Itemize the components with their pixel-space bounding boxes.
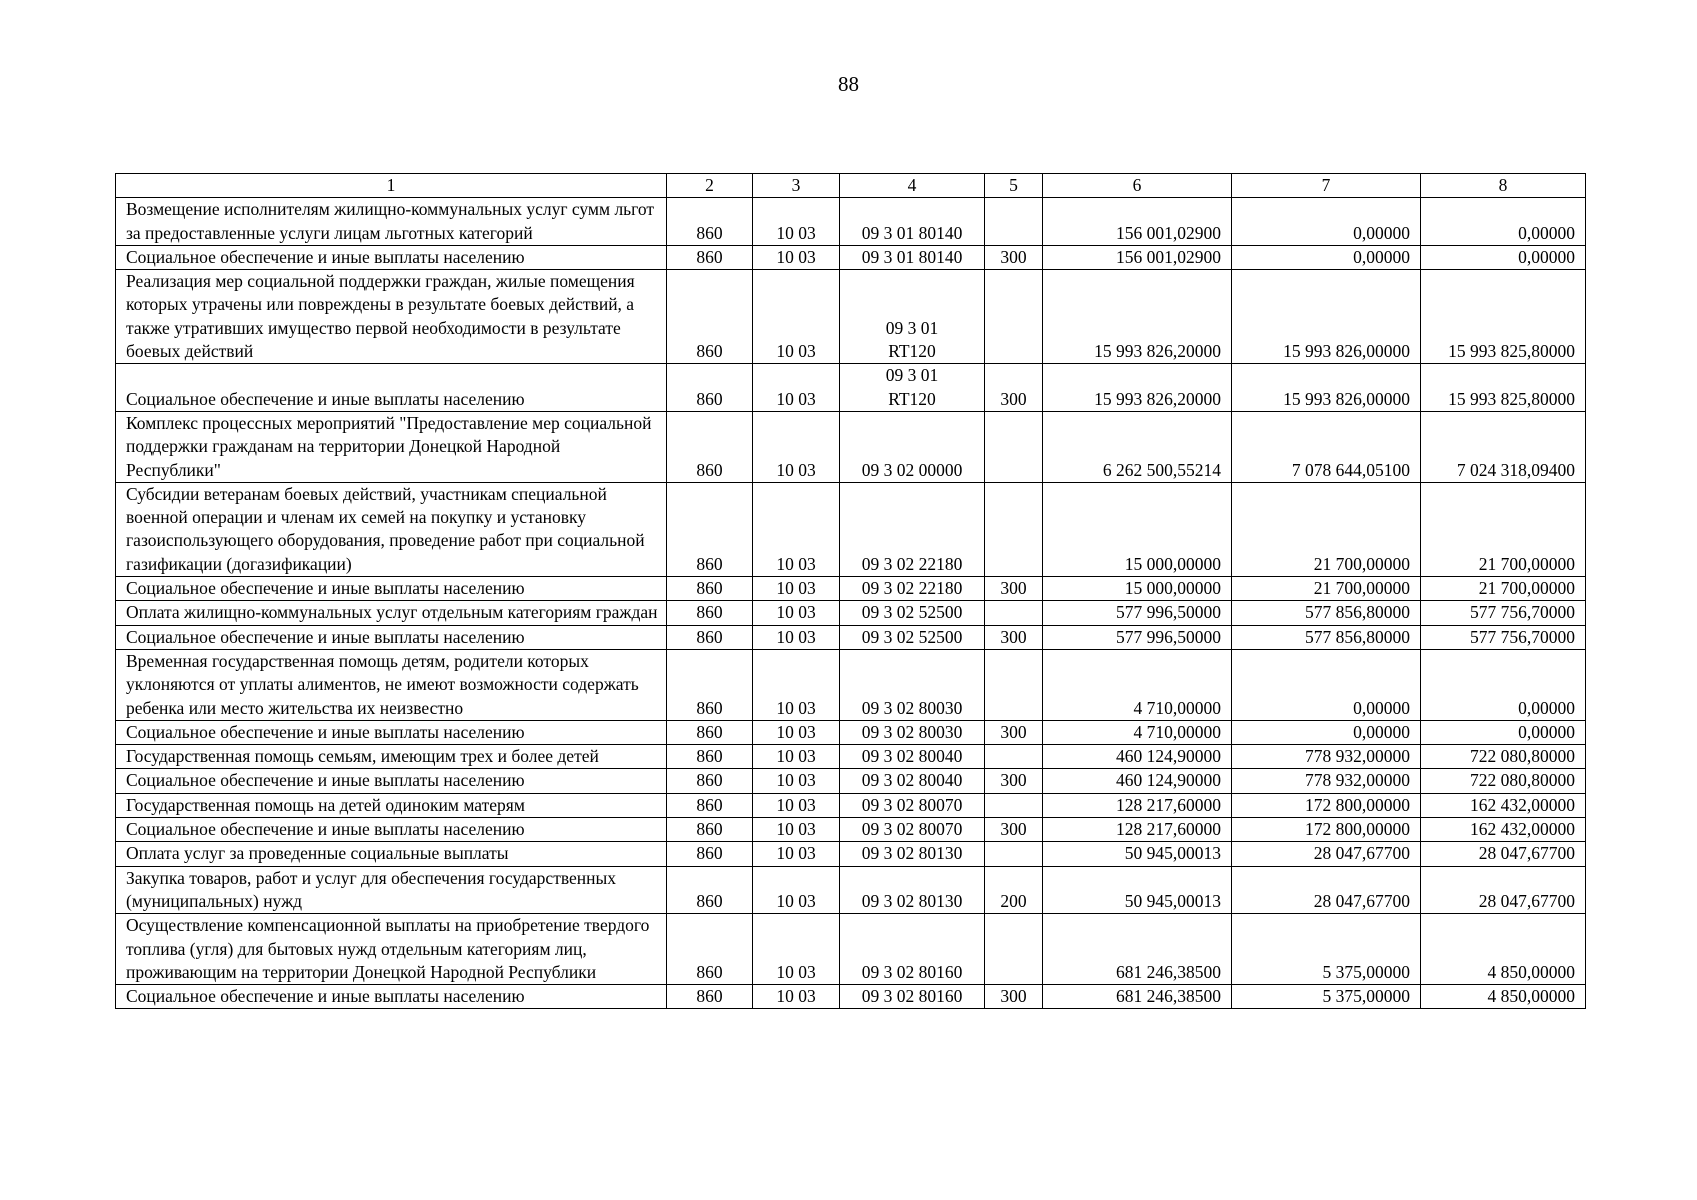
amount-cell-8: 28 047,67700	[1421, 866, 1586, 914]
table-row	[116, 649, 1586, 720]
gr-code-cell: 860	[667, 866, 753, 914]
amount-cell-8: 162 432,00000	[1421, 793, 1586, 817]
header-cell: 3	[753, 174, 840, 198]
table-row	[116, 625, 1586, 649]
amount-cell-6: 6 262 500,55214	[1043, 411, 1232, 482]
amount-cell-6: 50 945,00013	[1043, 866, 1232, 914]
expense-type-cell	[985, 914, 1043, 985]
amount-cell-7: 28 047,67700	[1232, 866, 1421, 914]
table-body	[116, 198, 1586, 1009]
row-name-cell: Социальное обеспечение и иные выплаты населению	[116, 818, 667, 842]
gr-code-cell: 860	[667, 245, 753, 269]
amount-cell-8: 0,00000	[1421, 649, 1586, 720]
gr-code-cell: 860	[667, 914, 753, 985]
gr-code-cell: 860	[667, 198, 753, 246]
row-name-cell: Субсидии ветеранам боевых действий, участникам специальной военной операции и членам их семей на покупку и установку газоиспользующего оборудования, проведение работ при социальной газификации (догазификации)	[116, 482, 667, 576]
amount-cell-8: 28 047,67700	[1421, 842, 1586, 866]
row-name-cell: Социальное обеспечение и иные выплаты населению	[116, 245, 667, 269]
amount-cell-8: 4 850,00000	[1421, 985, 1586, 1009]
table-row	[116, 577, 1586, 601]
amount-cell-6: 577 996,50000	[1043, 625, 1232, 649]
section-code-cell: 10 03	[753, 914, 840, 985]
target-code-cell: 09 3 02 80070	[840, 818, 985, 842]
header-cell: 7	[1232, 174, 1421, 198]
section-code-cell: 10 03	[753, 818, 840, 842]
expense-type-cell	[985, 601, 1043, 625]
gr-code-cell: 860	[667, 482, 753, 576]
section-code-cell: 10 03	[753, 411, 840, 482]
section-code-cell: 10 03	[753, 198, 840, 246]
page-number: 88	[838, 72, 859, 96]
table-row	[116, 482, 1586, 576]
table-row	[116, 245, 1586, 269]
section-code-cell: 10 03	[753, 577, 840, 601]
amount-cell-7: 15 993 826,00000	[1232, 364, 1421, 412]
amount-cell-8: 0,00000	[1421, 245, 1586, 269]
table-row	[116, 720, 1586, 744]
expense-type-cell	[985, 649, 1043, 720]
expense-type-cell	[985, 793, 1043, 817]
target-code-cell: 09 3 01 80140	[840, 245, 985, 269]
table-row	[116, 842, 1586, 866]
expense-type-cell	[985, 198, 1043, 246]
amount-cell-8: 15 993 825,80000	[1421, 270, 1586, 364]
header-cell: 5	[985, 174, 1043, 198]
target-code-cell: 09 3 02 80160	[840, 985, 985, 1009]
expense-type-cell: 200	[985, 866, 1043, 914]
expense-type-cell	[985, 482, 1043, 576]
row-name-cell: Оплата жилищно-коммунальных услуг отдельным категориям граждан	[116, 601, 667, 625]
section-code-cell: 10 03	[753, 245, 840, 269]
budget-table	[115, 173, 1586, 1009]
header-cell: 4	[840, 174, 985, 198]
target-code-cell: 09 3 02 80130	[840, 866, 985, 914]
gr-code-cell: 860	[667, 720, 753, 744]
expense-type-cell	[985, 270, 1043, 364]
target-code-cell: 09 3 02 52500	[840, 601, 985, 625]
gr-code-cell: 860	[667, 649, 753, 720]
section-code-cell: 10 03	[753, 649, 840, 720]
gr-code-cell: 860	[667, 793, 753, 817]
gr-code-cell: 860	[667, 745, 753, 769]
amount-cell-6: 681 246,38500	[1043, 985, 1232, 1009]
row-name-cell: Комплекс процессных мероприятий "Предоставление мер социальной поддержки гражданам на территории Донецкой Народной Республики"	[116, 411, 667, 482]
gr-code-cell: 860	[667, 818, 753, 842]
target-code-cell: 09 3 02 22180	[840, 577, 985, 601]
amount-cell-8: 21 700,00000	[1421, 577, 1586, 601]
amount-cell-7: 0,00000	[1232, 198, 1421, 246]
section-code-cell: 10 03	[753, 482, 840, 576]
amount-cell-6: 128 217,60000	[1043, 818, 1232, 842]
amount-cell-8: 4 850,00000	[1421, 914, 1586, 985]
section-code-cell: 10 03	[753, 985, 840, 1009]
row-name-cell: Социальное обеспечение и иные выплаты населению	[116, 720, 667, 744]
amount-cell-7: 0,00000	[1232, 649, 1421, 720]
row-name-cell: Социальное обеспечение и иные выплаты населению	[116, 364, 667, 412]
target-code-cell: 09 3 02 80070	[840, 793, 985, 817]
section-code-cell: 10 03	[753, 769, 840, 793]
header-cell: 8	[1421, 174, 1586, 198]
amount-cell-7: 15 993 826,00000	[1232, 270, 1421, 364]
amount-cell-6: 460 124,90000	[1043, 769, 1232, 793]
table-row	[116, 985, 1586, 1009]
amount-cell-7: 172 800,00000	[1232, 793, 1421, 817]
amount-cell-6: 156 001,02900	[1043, 245, 1232, 269]
amount-cell-6: 156 001,02900	[1043, 198, 1232, 246]
amount-cell-7: 21 700,00000	[1232, 577, 1421, 601]
section-code-cell: 10 03	[753, 720, 840, 744]
section-code-cell: 10 03	[753, 270, 840, 364]
row-name-cell: Социальное обеспечение и иные выплаты населению	[116, 985, 667, 1009]
gr-code-cell: 860	[667, 411, 753, 482]
gr-code-cell: 860	[667, 842, 753, 866]
amount-cell-7: 5 375,00000	[1232, 914, 1421, 985]
section-code-cell: 10 03	[753, 793, 840, 817]
amount-cell-8: 162 432,00000	[1421, 818, 1586, 842]
amount-cell-7: 7 078 644,05100	[1232, 411, 1421, 482]
amount-cell-7: 778 932,00000	[1232, 745, 1421, 769]
gr-code-cell: 860	[667, 270, 753, 364]
expense-type-cell: 300	[985, 625, 1043, 649]
row-name-cell: Социальное обеспечение и иные выплаты населению	[116, 625, 667, 649]
table-row	[116, 270, 1586, 364]
amount-cell-8: 577 756,70000	[1421, 625, 1586, 649]
target-code-cell: 09 3 02 00000	[840, 411, 985, 482]
table-row	[116, 866, 1586, 914]
target-code-cell: 09 3 02 80040	[840, 745, 985, 769]
amount-cell-8: 0,00000	[1421, 720, 1586, 744]
table-row	[116, 818, 1586, 842]
table-row	[116, 769, 1586, 793]
table-row	[116, 601, 1586, 625]
gr-code-cell: 860	[667, 985, 753, 1009]
table-row	[116, 914, 1586, 985]
expense-type-cell: 300	[985, 245, 1043, 269]
table-row	[116, 793, 1586, 817]
header-cell: 2	[667, 174, 753, 198]
amount-cell-6: 4 710,00000	[1043, 649, 1232, 720]
gr-code-cell: 860	[667, 577, 753, 601]
target-code-cell: 09 3 02 80160	[840, 914, 985, 985]
amount-cell-8: 15 993 825,80000	[1421, 364, 1586, 412]
amount-cell-7: 0,00000	[1232, 720, 1421, 744]
amount-cell-6: 577 996,50000	[1043, 601, 1232, 625]
target-code-cell: 09 3 02 22180	[840, 482, 985, 576]
amount-cell-7: 28 047,67700	[1232, 842, 1421, 866]
target-code-cell: 09 3 02 52500	[840, 625, 985, 649]
gr-code-cell: 860	[667, 769, 753, 793]
amount-cell-8: 722 080,80000	[1421, 745, 1586, 769]
expense-type-cell: 300	[985, 577, 1043, 601]
table-row	[116, 198, 1586, 246]
expense-type-cell: 300	[985, 818, 1043, 842]
amount-cell-6: 15 993 826,20000	[1043, 364, 1232, 412]
amount-cell-7: 577 856,80000	[1232, 625, 1421, 649]
gr-code-cell: 860	[667, 625, 753, 649]
row-name-cell: Социальное обеспечение и иные выплаты населению	[116, 769, 667, 793]
amount-cell-6: 4 710,00000	[1043, 720, 1232, 744]
target-code-cell: 09 3 02 80040	[840, 769, 985, 793]
section-code-cell: 10 03	[753, 745, 840, 769]
section-code-cell: 10 03	[753, 625, 840, 649]
amount-cell-8: 21 700,00000	[1421, 482, 1586, 576]
section-code-cell: 10 03	[753, 601, 840, 625]
table-row	[116, 364, 1586, 412]
section-code-cell: 10 03	[753, 842, 840, 866]
gr-code-cell: 860	[667, 364, 753, 412]
expense-type-cell	[985, 745, 1043, 769]
section-code-cell: 10 03	[753, 866, 840, 914]
row-name-cell: Социальное обеспечение и иные выплаты населению	[116, 577, 667, 601]
amount-cell-6: 15 000,00000	[1043, 577, 1232, 601]
amount-cell-6: 15 000,00000	[1043, 482, 1232, 576]
amount-cell-6: 50 945,00013	[1043, 842, 1232, 866]
amount-cell-7: 21 700,00000	[1232, 482, 1421, 576]
amount-cell-6: 15 993 826,20000	[1043, 270, 1232, 364]
row-name-cell: Закупка товаров, работ и услуг для обеспечения государственных (муниципальных) нужд	[116, 866, 667, 914]
row-name-cell: Реализация мер социальной поддержки граждан, жилые помещения которых утрачены или повреждены в результате боевых действий, а также утративших имущество первой необходимости в результате боевых действий	[116, 270, 667, 364]
table-header-row	[116, 174, 1586, 198]
expense-type-cell: 300	[985, 720, 1043, 744]
amount-cell-7: 172 800,00000	[1232, 818, 1421, 842]
table-row	[116, 411, 1586, 482]
row-name-cell: Осуществление компенсационной выплаты на приобретение твердого топлива (угля) для бытовых нужд отдельным категориям лиц, проживающим на территории Донецкой Народной Республики	[116, 914, 667, 985]
header-cell: 1	[116, 174, 667, 198]
amount-cell-8: 722 080,80000	[1421, 769, 1586, 793]
target-code-cell: 09 3 01 80140	[840, 198, 985, 246]
amount-cell-6: 460 124,90000	[1043, 745, 1232, 769]
expense-type-cell: 300	[985, 985, 1043, 1009]
target-code-cell: 09 3 02 80030	[840, 649, 985, 720]
expense-type-cell: 300	[985, 769, 1043, 793]
expense-type-cell	[985, 842, 1043, 866]
header-cell: 6	[1043, 174, 1232, 198]
row-name-cell: Оплата услуг за проведенные социальные выплаты	[116, 842, 667, 866]
section-code-cell: 10 03	[753, 364, 840, 412]
target-code-cell: 09 3 02 80130	[840, 842, 985, 866]
row-name-cell: Государственная помощь семьям, имеющим трех и более детей	[116, 745, 667, 769]
amount-cell-7: 5 375,00000	[1232, 985, 1421, 1009]
row-name-cell: Государственная помощь на детей одиноким матерям	[116, 793, 667, 817]
target-code-cell: 09 3 01 RT120	[840, 270, 985, 364]
amount-cell-8: 7 024 318,09400	[1421, 411, 1586, 482]
target-code-cell: 09 3 02 80030	[840, 720, 985, 744]
amount-cell-8: 577 756,70000	[1421, 601, 1586, 625]
target-code-cell: 09 3 01 RT120	[840, 364, 985, 412]
expense-type-cell: 300	[985, 364, 1043, 412]
expense-type-cell	[985, 411, 1043, 482]
gr-code-cell: 860	[667, 601, 753, 625]
amount-cell-6: 681 246,38500	[1043, 914, 1232, 985]
amount-cell-6: 128 217,60000	[1043, 793, 1232, 817]
amount-cell-8: 0,00000	[1421, 198, 1586, 246]
amount-cell-7: 0,00000	[1232, 245, 1421, 269]
table-row	[116, 745, 1586, 769]
row-name-cell: Возмещение исполнителям жилищно-коммунальных услуг сумм льгот за предоставленные услуги лицам льготных категорий	[116, 198, 667, 246]
amount-cell-7: 778 932,00000	[1232, 769, 1421, 793]
amount-cell-7: 577 856,80000	[1232, 601, 1421, 625]
row-name-cell: Временная государственная помощь детям, родители которых уклоняются от уплаты алиментов, не имеют возможности содержать ребенка или место жительства их неизвестно	[116, 649, 667, 720]
